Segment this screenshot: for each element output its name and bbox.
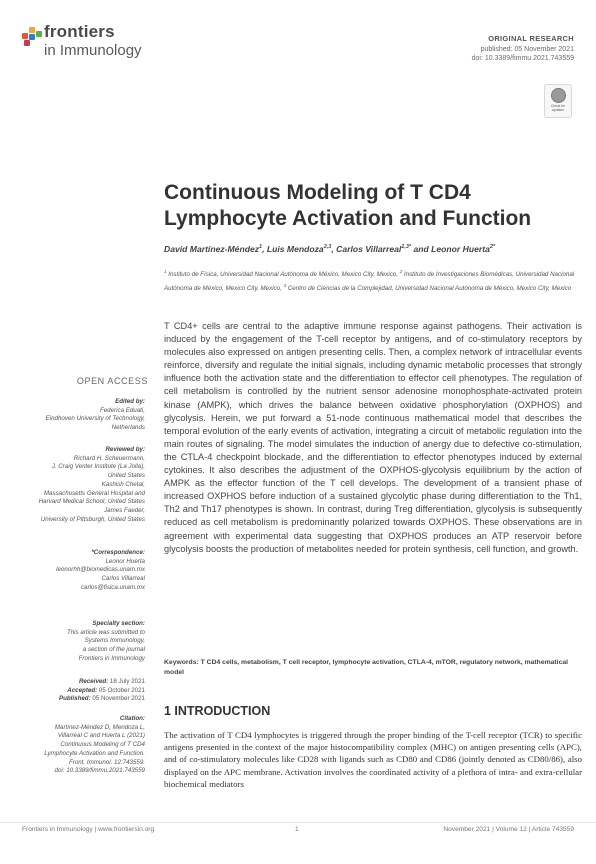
reviewer-line: Massachusetts General Hospital and <box>43 489 145 497</box>
logo-wordmark: frontiers <box>44 22 115 41</box>
author-name[interactable]: Carlos Villarreal <box>336 244 402 254</box>
intro-paragraph: The activation of T CD4 lymphocytes is triggered through the proper binding of the T-cell receptor (TCR) to specific antigens presented in the context of the major histocompatibility complex (MHC) on antigen presenting cells (APC), and of co-stimulatory molecules like CD28 with ligands such as CD80 and CD86 (jointly denoted as CD80/86), also displayed on the APC membrane. Activation involves the coordinated activity of a plethora of intra- and extra-cellular biochemical mediators <box>164 730 582 789</box>
author-affiliation-marker: 1,3* <box>401 244 412 251</box>
frontiers-logo-icon <box>22 25 44 47</box>
specialty-line: Frontiers in Immunology <box>78 654 145 662</box>
affiliation-marker: 3 <box>283 282 287 288</box>
date-row <box>10 687 145 696</box>
citation-doi-link[interactable]: doi: 10.3389/fimmu.2021.743559 <box>54 767 145 775</box>
reviewer-line: Kashish Chetal, <box>101 480 145 488</box>
abstract: T CD4+ cells are central to the adaptive immune response against pathogens. Their activation is induced by the engagement of the T-cell receptor by antigens, and of co-stimulatory receptors by molecules also expressed on antigen presenting cells. Then, a complex network of intracellular events reinforce, diversify and regulate the initial signals, including dynamic metabolic processes that strongly influence both the activation state and the differentiation to effector cell phenotypes. The regulation of cell metabolism is controlled by the nutrient sensor adenosine monophosphate-activated protein kinase (AMPK), which drives the balance between oxidative phosphorylation (OXPHOS) and glycolysis. Herein, we put forward a 51-node continuous mathematical model that describes the temporal evolution of the early events of activation, integrating a circuit of metabolic regulation into the main routes of signaling. The model simulates the induction of anergy due to defective co-stimulation, the CTLA-4 checkpoint blockade, and the differentiation to effector phenotypes induced by external cytokines. It also describes the adjustment of the OXPHOS-glycolysis equilibrium by the action of AMPK as the effector function of the T cell develops. The development of a transient phase of increased OXPHOS before induction of a sustained glycolytic phase during differentiation to the Th1, Th2 and Th17 phenotypes is shown. In contrast, during Treg differentiation, glycolysis is subsequently reduced as cell metabolism is predominantly polarized towards OXPHOS. These observations are in agreement with experimental data suggesting that OXPHOS produces an ATP reservoir before glycolysis boosts the production of metabolites needed for protein synthesis, cell function, and growth. <box>164 321 582 554</box>
reviewed-by-label: Reviewed by: <box>105 446 145 453</box>
specialty-label: Specialty section: <box>92 620 145 627</box>
citation-line: Lymphocyte Activation and Function. <box>44 749 145 757</box>
correspondence-label: *Correspondence: <box>91 549 145 556</box>
author-separator: and <box>411 244 432 254</box>
footer-journal-link[interactable]: Frontiers in Immunology | www.frontiersin.org <box>22 826 155 833</box>
citation-line: Villarreal C and Huerta L (2021) <box>57 732 145 740</box>
author-affiliation-marker: 2,3 <box>323 244 332 251</box>
specialty-section-block <box>10 620 145 664</box>
specialty-line: Systems Immunology, <box>84 637 145 645</box>
date-label: Received: <box>78 678 109 685</box>
date-row <box>10 678 145 687</box>
open-access-label: OPEN ACCESS <box>76 376 148 386</box>
keywords: Keywords: T CD4 cells, metabolism, T cell receptor, lymphocyte activation, CTLA-4, mTOR, regulatory network, mathematical model <box>164 659 569 676</box>
affiliation-marker: 2 <box>399 269 403 274</box>
doi-link[interactable]: doi: 10.3389/fimmu.2021.743559 <box>471 55 574 62</box>
correspondent-name: Carlos Villarreal <box>101 575 145 583</box>
editor-line: Federica Eduati, <box>99 406 145 414</box>
author-separator: , <box>331 244 337 254</box>
affiliations <box>164 267 576 295</box>
author-name[interactable]: Leonor Huerta <box>431 244 490 254</box>
correspondence-block <box>10 549 145 593</box>
footer-issue-info: November 2021 | Volume 12 | Article 743559 <box>443 826 574 833</box>
correspondent-email-link[interactable]: leonorhh@biomedicas.unam.mx <box>56 566 145 574</box>
date-label: Accepted: <box>67 686 98 694</box>
date-value: 05 October 2021 <box>97 686 145 694</box>
author-name[interactable]: David Martínez-Méndez <box>164 244 260 254</box>
specialty-line: This article was submitted to <box>66 628 145 636</box>
editor-line: Netherlands <box>111 424 145 432</box>
author-list <box>164 244 584 254</box>
reviewer-line: United States <box>107 472 145 480</box>
check-updates-icon <box>551 88 566 103</box>
reviewer-line: J. Craig Venter Institute (La Jolla), <box>51 463 145 471</box>
author-affiliation-marker: 2* <box>489 244 496 251</box>
citation-label: Citation: <box>119 715 145 722</box>
citation-line: Martínez-Méndez D, Mendoza L, <box>54 723 145 731</box>
check-for-updates-button[interactable] <box>544 84 572 118</box>
article-title <box>164 180 574 232</box>
check-updates-label: Check for updates <box>550 104 566 112</box>
reviewer-line: James Faeder, <box>104 506 145 514</box>
specialty-line: a section of the journal <box>82 646 145 654</box>
page-number: 1 <box>295 826 299 833</box>
date-value: 18 July 2021 <box>108 678 145 685</box>
affiliation-text: Instituto de Investigaciones Biomédicas, Universidad Nacional Autónoma de México, Mexico City, Mexico, <box>164 271 575 292</box>
date-row <box>10 695 145 704</box>
edited-by-label: Edited by: <box>115 398 145 405</box>
reviewer-line: Richard H. Scheuermann, <box>73 454 145 462</box>
dates-block <box>10 678 145 704</box>
published-date: published: 05 November 2021 <box>480 46 574 53</box>
reviewer-line: Harvard Medical School, United States <box>38 498 145 506</box>
editor-line: Eindhoven University of Technology, <box>45 415 145 423</box>
citation-block <box>10 715 145 776</box>
article-type: ORIGINAL RESEARCH <box>488 34 574 43</box>
reviewer-line: University of Pittsburgh, United States <box>40 515 145 523</box>
edited-by-block <box>10 398 145 433</box>
date-label: Published: <box>59 695 91 703</box>
title-line: Continuous Modeling of T CD4 <box>164 181 471 204</box>
citation-line: Continuous Modeling of T CD4 <box>60 741 145 749</box>
correspondent-email-link[interactable]: carlos@fisica.unam.mx <box>80 583 145 591</box>
journal-name: in Immunology <box>44 42 142 59</box>
affiliation-marker: 1 <box>164 269 167 274</box>
affiliation-text: Instituto de Física, Universidad Nacional Autónoma de México, Mexico City, Mexico, <box>166 271 400 279</box>
title-line: Lymphocyte Activation and Function <box>164 207 532 230</box>
affiliation-text: Centro de Ciencias de la Complejidad, Universidad Nacional Autónoma de México, Mexico City, Mexico <box>286 284 572 292</box>
section-heading: 1 INTRODUCTION <box>164 704 271 718</box>
date-value: 05 November 2021 <box>90 695 145 703</box>
journal-logo[interactable] <box>22 22 182 72</box>
footer-divider <box>0 822 596 823</box>
author-name[interactable]: Luis Mendoza <box>266 244 324 254</box>
reviewed-by-block <box>10 446 145 524</box>
author-separator: , <box>262 244 267 254</box>
author-affiliation-marker: 1 <box>259 244 263 251</box>
correspondent-name: Leonor Huerta <box>105 557 145 565</box>
citation-line: Front. Immunol. 12:743559. <box>68 758 145 766</box>
